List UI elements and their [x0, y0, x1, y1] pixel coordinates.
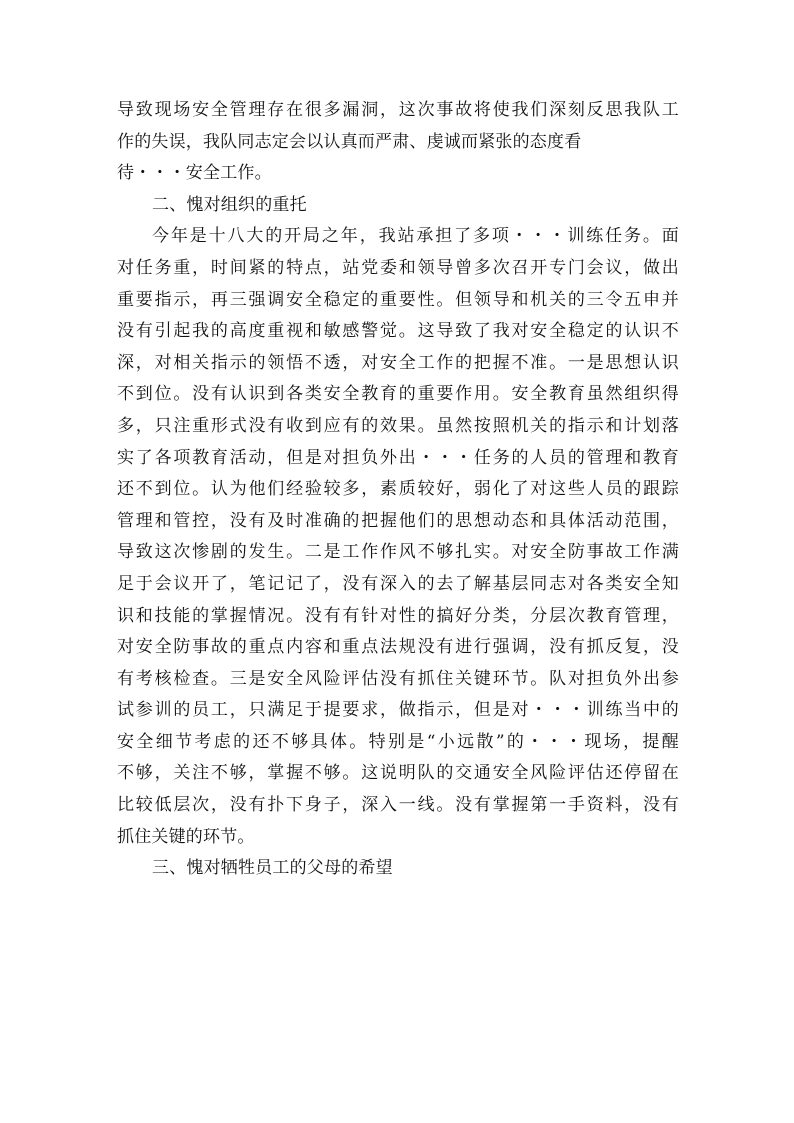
body-line: 深，对相关指示的领悟不透，对安全工作的把握不准。一是思想认识: [117, 352, 679, 373]
body-line: 实了各项教育活动，但是对担负外出・・・任务的人员的管理和教育: [117, 447, 679, 468]
section-heading: 三、愧对牺牲员工的父母的希望: [152, 858, 393, 879]
body-line: 比较低层次，没有扑下身子，深入一线。没有掌握第一手资料，没有: [117, 795, 679, 816]
body-line: 没有引起我的高度重视和敏感警觉。这导致了我对安全稳定的认识不: [117, 321, 679, 342]
body-line: 多，只注重形式没有收到应有的效果。虽然按照机关的指示和计划落: [117, 415, 679, 436]
body-line: 不够，关注不够，掌握不够。这说明队的交通安全风险评估还停留在: [117, 763, 679, 784]
body-line: 今年是十八大的开局之年，我站承担了多项・・・训练任务。面: [152, 226, 679, 247]
body-line: 不到位。没有认识到各类安全教育的重要作用。安全教育虽然组织得: [117, 384, 679, 405]
body-line: 有考核检查。三是安全风险评估没有抓住关键环节。队对担负外出参: [117, 668, 679, 689]
body-line: 足于会议开了，笔记记了，没有深入的去了解基层同志对各类安全知: [117, 573, 679, 594]
body-line: 待・・・安全工作。: [117, 163, 272, 184]
body-line: 还不到位。认为他们经验较多，素质较好，弱化了对这些人员的跟踪: [117, 479, 679, 500]
body-line: 安全细节考虑的还不够具体。特别是“小远散”的・・・现场，提醒: [117, 731, 679, 752]
body-line: 识和技能的掌握情况。没有有针对性的搞好分类，分层次教育管理，: [117, 605, 679, 626]
body-line: 试参训的员工，只满足于提要求，做指示，但是对・・・训练当中的: [117, 700, 679, 721]
body-line: 对任务重，时间紧的特点，站党委和领导曾多次召开专门会议，做出: [117, 257, 679, 278]
body-line: 对安全防事故的重点内容和重点法规没有进行强调，没有抓反复，没: [117, 637, 679, 658]
body-line: 管理和管控，没有及时准确的把握他们的思想动态和具体活动范围，: [117, 510, 679, 531]
body-line: 导致现场安全管理存在很多漏洞，这次事故将使我们深刻反思我队工: [117, 100, 679, 120]
section-heading: 二、愧对组织的重托: [152, 194, 307, 215]
document-body: [117, 95, 679, 885]
body-line: 抓住关键的环节。: [117, 826, 255, 847]
body-line: 重要指示，再三强调安全稳定的重要性。但领导和机关的三令五申并: [117, 289, 679, 310]
body-line: 导致这次惨剧的发生。二是工作作风不够扎实。对安全防事故工作满: [117, 542, 679, 563]
body-line: 作的失误，我队同志定会以认真而严肃、虔诚而紧张的态度看: [117, 131, 582, 152]
